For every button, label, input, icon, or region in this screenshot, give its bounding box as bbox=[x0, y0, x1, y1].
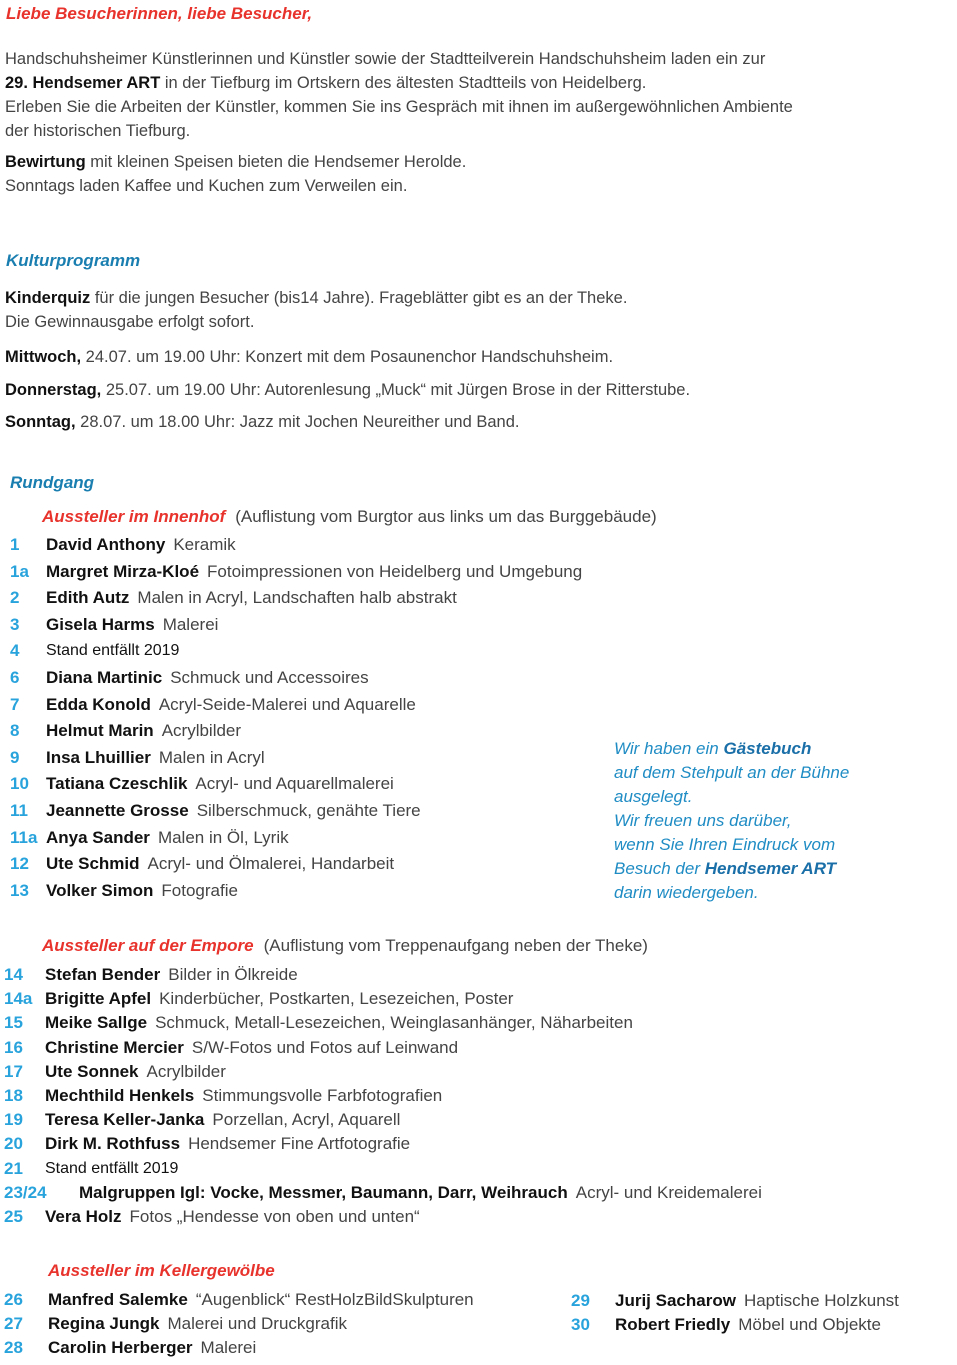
stand-number: 14 bbox=[4, 965, 23, 984]
exhibitor-name bbox=[45, 1084, 442, 1108]
event-item bbox=[5, 410, 520, 434]
stand-number: 11a bbox=[10, 827, 38, 847]
exhibitor-name bbox=[45, 1036, 458, 1060]
guestbook-line bbox=[614, 737, 849, 761]
exhibitor-name-text: Stefan Bender bbox=[45, 965, 161, 984]
exhibitor-description: Acrylbilder bbox=[161, 721, 242, 741]
exhibitor-description: Keramik bbox=[173, 535, 236, 554]
exhibitor-name bbox=[46, 586, 457, 610]
quiz-line bbox=[5, 286, 627, 310]
exhibitor-name bbox=[615, 1289, 899, 1313]
quiz-text: für die jungen Besucher (bis14 Jahre). Frageblätter gibt es an der Theke. bbox=[90, 289, 628, 307]
stand-number: 13 bbox=[10, 880, 29, 900]
guestbook-note bbox=[614, 737, 849, 905]
exhibitor-name bbox=[46, 666, 369, 690]
exhibitor-name-text: Margret Mirza-Kloé bbox=[46, 561, 200, 581]
exhibitor-description: Malerei bbox=[200, 1338, 257, 1357]
event-text: 24.07. um 19.00 Uhr: Konzert mit dem Posaunenchor Handschuhsheim. bbox=[81, 348, 614, 366]
exhibitor-description: Acryl- und Ölmalerei, Handarbeit bbox=[147, 854, 395, 874]
exhibitor-name bbox=[46, 826, 289, 850]
guestbook-line bbox=[614, 857, 849, 881]
stand-number: 26 bbox=[4, 1290, 23, 1309]
stand-number: 21 bbox=[4, 1158, 23, 1178]
sunday-line: Sonntags laden Kaffee und Kuchen zum Verweilen ein. bbox=[5, 177, 408, 195]
exhibitor-description: S/W-Fotos und Fotos auf Leinwand bbox=[191, 1037, 459, 1057]
guestbook-line: ausgelegt. bbox=[614, 787, 693, 806]
exhibitor-name-text: Jeannette Grosse bbox=[46, 801, 189, 820]
catering-line bbox=[5, 150, 466, 174]
event-text: 25.07. um 19.00 Uhr: Autorenlesung „Muck“ mit Jürgen Brose in der Ritterstube. bbox=[101, 381, 691, 399]
stand-number: 8 bbox=[10, 721, 20, 741]
stand-number: 15 bbox=[4, 1013, 23, 1033]
intro-line-3: Erleben Sie die Arbeiten der Künstler, kommen Sie ins Gespräch mit ihnen im außergewöhnlichen Ambiente bbox=[5, 98, 793, 116]
exhibitor-name-text: Edda Konold bbox=[46, 694, 151, 714]
exhibitor-description: Kinderbücher, Postkarten, Lesezeichen, Poster bbox=[159, 989, 514, 1009]
exhibitor-name-text: Anya Sander bbox=[46, 827, 150, 847]
empore-title: Aussteller auf der Empore bbox=[42, 936, 254, 955]
stand-number: 30 bbox=[571, 1315, 590, 1334]
stand-number: 7 bbox=[10, 694, 20, 714]
stand-number: 14a bbox=[4, 989, 33, 1009]
stand-number: 19 bbox=[4, 1110, 23, 1130]
empore-heading bbox=[42, 936, 648, 956]
exhibitor-name-text: Vera Holz bbox=[45, 1207, 122, 1226]
exhibitor-name-text: Carolin Herberger bbox=[48, 1338, 193, 1357]
exhibitor-name-text: Brigitte Apfel bbox=[45, 989, 152, 1009]
exhibitor-name bbox=[45, 1108, 400, 1132]
stand-cancelled bbox=[46, 639, 179, 663]
stand-number: 28 bbox=[4, 1338, 23, 1357]
exhibitor-description: “Augenblick“ RestHolzBildSkulpturen bbox=[195, 1290, 474, 1309]
event-item bbox=[5, 345, 613, 369]
exhibitor-name bbox=[48, 1312, 347, 1336]
exhibitor-name bbox=[46, 852, 394, 876]
exhibitor-description: Acrylbilder bbox=[146, 1061, 226, 1081]
guestbook-line: wenn Sie Ihren Eindruck vom bbox=[614, 835, 836, 854]
exhibitor-name-text: Diana Martinic bbox=[46, 668, 163, 687]
exhibitor-name bbox=[48, 1336, 256, 1360]
intro-line-2-rest: in der Tiefburg im Ortskern des ältesten Stadtteils von Heidelberg. bbox=[160, 74, 647, 92]
exhibitor-name bbox=[45, 1011, 633, 1035]
event-day: Sonntag, bbox=[5, 413, 76, 431]
exhibitor-name-text: David Anthony bbox=[46, 535, 166, 554]
guestbook-text: Besuch der bbox=[614, 859, 705, 878]
exhibitor-name bbox=[48, 1288, 474, 1312]
exhibitor-name-text: Tatiana Czeschlik bbox=[46, 774, 188, 794]
guestbook-text: Wir haben ein bbox=[614, 739, 724, 758]
stand-number: 12 bbox=[10, 854, 29, 874]
rundgang-heading: Rundgang bbox=[10, 473, 95, 492]
stand-number: 9 bbox=[10, 747, 20, 767]
exhibitor-name-text: Teresa Keller-Janka bbox=[45, 1110, 205, 1130]
event-text: 28.07. um 18.00 Uhr: Jazz mit Jochen Neureither und Band. bbox=[75, 413, 520, 431]
exhibitor-name-text: Mechthild Henkels bbox=[45, 1086, 195, 1105]
exhibitor-description: Silberschmuck, genähte Tiere bbox=[196, 801, 421, 820]
guestbook-event-name: Hendsemer ART bbox=[704, 859, 837, 878]
exhibitor-name-text: Volker Simon bbox=[46, 880, 154, 900]
exhibitor-name bbox=[45, 987, 513, 1011]
exhibitor-description: Malerei und Druckgrafik bbox=[167, 1314, 347, 1333]
exhibitor-name-text: Malgruppen Igl: Vocke, Messmer, Baumann, Darr, Weihrauch bbox=[79, 1182, 568, 1202]
innenhof-title: Aussteller im Innenhof bbox=[42, 507, 226, 526]
stand-number: 29 bbox=[571, 1291, 590, 1310]
guestbook-label: Gästebuch bbox=[723, 739, 812, 758]
exhibitor-description: Acryl- und Kreidemalerei bbox=[575, 1182, 762, 1202]
innenhof-heading bbox=[42, 507, 657, 527]
exhibitor-name-text: Edith Autz bbox=[46, 588, 130, 608]
kultur-heading: Kulturprogramm bbox=[6, 251, 141, 270]
exhibitor-name bbox=[45, 963, 298, 987]
stand-number: 1 bbox=[10, 535, 20, 554]
exhibitor-description: Fotografie bbox=[161, 880, 238, 900]
exhibitor-name bbox=[46, 799, 421, 823]
stand-number: 10 bbox=[10, 774, 29, 794]
exhibitor-name-text: Insa Lhuillier bbox=[46, 747, 151, 767]
intro-line-2 bbox=[5, 71, 646, 95]
exhibitor-description: Schmuck, Metall-Lesezeichen, Weinglasanhänger, Näharbeiten bbox=[155, 1013, 633, 1033]
guestbook-line: darin wiedergeben. bbox=[614, 883, 759, 902]
stand-number: 3 bbox=[10, 614, 20, 634]
exhibitor-name-text: Manfred Salemke bbox=[48, 1290, 188, 1309]
exhibitor-name-text: Meike Sallge bbox=[45, 1013, 148, 1033]
intro-line-1: Handschuhsheimer Künstlerinnen und Künstler sowie der Stadtteilverein Handschuhsheim laden ein zur bbox=[5, 50, 766, 68]
exhibitor-name-text: Dirk M. Rothfuss bbox=[45, 1134, 181, 1154]
exhibitor-name bbox=[46, 560, 582, 584]
exhibitor-name bbox=[45, 1060, 226, 1084]
empore-note: (Auflistung vom Treppenaufgang neben der Theke) bbox=[263, 936, 648, 955]
exhibitor-name-text: Regina Jungk bbox=[48, 1314, 160, 1333]
catering-text: mit kleinen Speisen bieten die Hendsemer Herolde. bbox=[85, 153, 467, 171]
event-day: Mittwoch, bbox=[5, 348, 82, 366]
exhibitor-name-text: Gisela Harms bbox=[46, 614, 155, 634]
exhibitor-name bbox=[46, 719, 241, 743]
exhibitor-description: Porzellan, Acryl, Aquarell bbox=[212, 1110, 401, 1130]
intro-line-4: der historischen Tiefburg. bbox=[5, 122, 191, 140]
exhibitor-name-text: Stand entfällt 2019 bbox=[45, 1159, 179, 1177]
stand-number: 25 bbox=[4, 1207, 23, 1226]
exhibitor-description: Fotos „Hendesse von oben und unten“ bbox=[129, 1207, 420, 1226]
stand-number: 1a bbox=[10, 561, 29, 581]
stand-number: 20 bbox=[4, 1134, 23, 1154]
exhibitor-name-text: Ute Sonnek bbox=[45, 1061, 139, 1081]
stand-cancelled bbox=[45, 1157, 178, 1181]
event-item bbox=[5, 378, 690, 402]
exhibitor-description: Malen in Acryl bbox=[158, 747, 265, 767]
quiz-line-2: Die Gewinnausgabe erfolgt sofort. bbox=[5, 313, 255, 331]
exhibitor-description: Bilder in Ölkreide bbox=[168, 965, 298, 984]
exhibitor-description: Malen in Acryl, Landschaften halb abstrakt bbox=[137, 588, 457, 608]
exhibitor-name bbox=[46, 746, 265, 770]
stand-number: 23/24 bbox=[4, 1182, 47, 1202]
exhibitor-description: Haptische Holzkunst bbox=[743, 1291, 899, 1310]
exhibitor-name-text: Christine Mercier bbox=[45, 1037, 184, 1057]
exhibitor-name bbox=[615, 1313, 881, 1337]
exhibitor-name bbox=[46, 533, 236, 557]
exhibitor-name bbox=[46, 693, 416, 717]
catering-label: Bewirtung bbox=[5, 153, 86, 171]
exhibitor-description: Malen in Öl, Lyrik bbox=[157, 827, 289, 847]
stand-number: 18 bbox=[4, 1086, 23, 1105]
exhibitor-description: Malerei bbox=[162, 614, 219, 634]
greeting-heading: Liebe Besucherinnen, liebe Besucher, bbox=[6, 4, 313, 23]
event-name: 29. Hendsemer ART bbox=[5, 74, 161, 92]
exhibitor-name-text: Helmut Marin bbox=[46, 721, 154, 741]
guestbook-line: auf dem Stehpult an der Bühne bbox=[614, 763, 850, 782]
stand-number: 6 bbox=[10, 668, 20, 687]
exhibitor-name bbox=[46, 613, 218, 637]
exhibitor-description: Schmuck und Accessoires bbox=[170, 668, 369, 687]
exhibitor-description: Acryl-Seide-Malerei und Aquarelle bbox=[158, 694, 416, 714]
exhibitor-name bbox=[46, 772, 394, 796]
stand-number: 27 bbox=[4, 1314, 23, 1333]
keller-heading: Aussteller im Kellergewölbe bbox=[48, 1261, 275, 1280]
exhibitor-description: Stimmungsvolle Farbfotografien bbox=[202, 1086, 443, 1105]
exhibitor-name-text: Robert Friedly bbox=[615, 1315, 731, 1334]
stand-number: 16 bbox=[4, 1037, 23, 1057]
guestbook-line: Wir freuen uns darüber, bbox=[614, 811, 792, 830]
stand-number: 4 bbox=[10, 641, 20, 661]
stand-number: 11 bbox=[10, 801, 28, 820]
exhibitor-description: Fotoimpressionen von Heidelberg und Umgebung bbox=[207, 561, 583, 581]
exhibitor-name bbox=[45, 1205, 420, 1229]
event-day: Donnerstag, bbox=[5, 381, 102, 399]
quiz-label: Kinderquiz bbox=[5, 289, 91, 307]
exhibitor-name-text: Jurij Sacharow bbox=[615, 1291, 736, 1310]
stand-number: 2 bbox=[10, 588, 20, 608]
exhibitor-name-text: Stand entfällt 2019 bbox=[46, 642, 180, 660]
exhibitor-description: Möbel und Objekte bbox=[738, 1315, 881, 1334]
innenhof-note: (Auflistung vom Burgtor aus links um das Burggebäude) bbox=[235, 507, 657, 526]
exhibitor-name bbox=[45, 1132, 410, 1156]
exhibitor-description: Hendsemer Fine Artfotografie bbox=[188, 1134, 411, 1154]
exhibitor-name bbox=[46, 879, 238, 903]
stand-number: 17 bbox=[4, 1061, 23, 1081]
exhibitor-name-text: Ute Schmid bbox=[46, 854, 140, 874]
exhibitor-description: Acryl- und Aquarellmalerei bbox=[195, 774, 394, 794]
exhibitor-name bbox=[79, 1181, 762, 1205]
